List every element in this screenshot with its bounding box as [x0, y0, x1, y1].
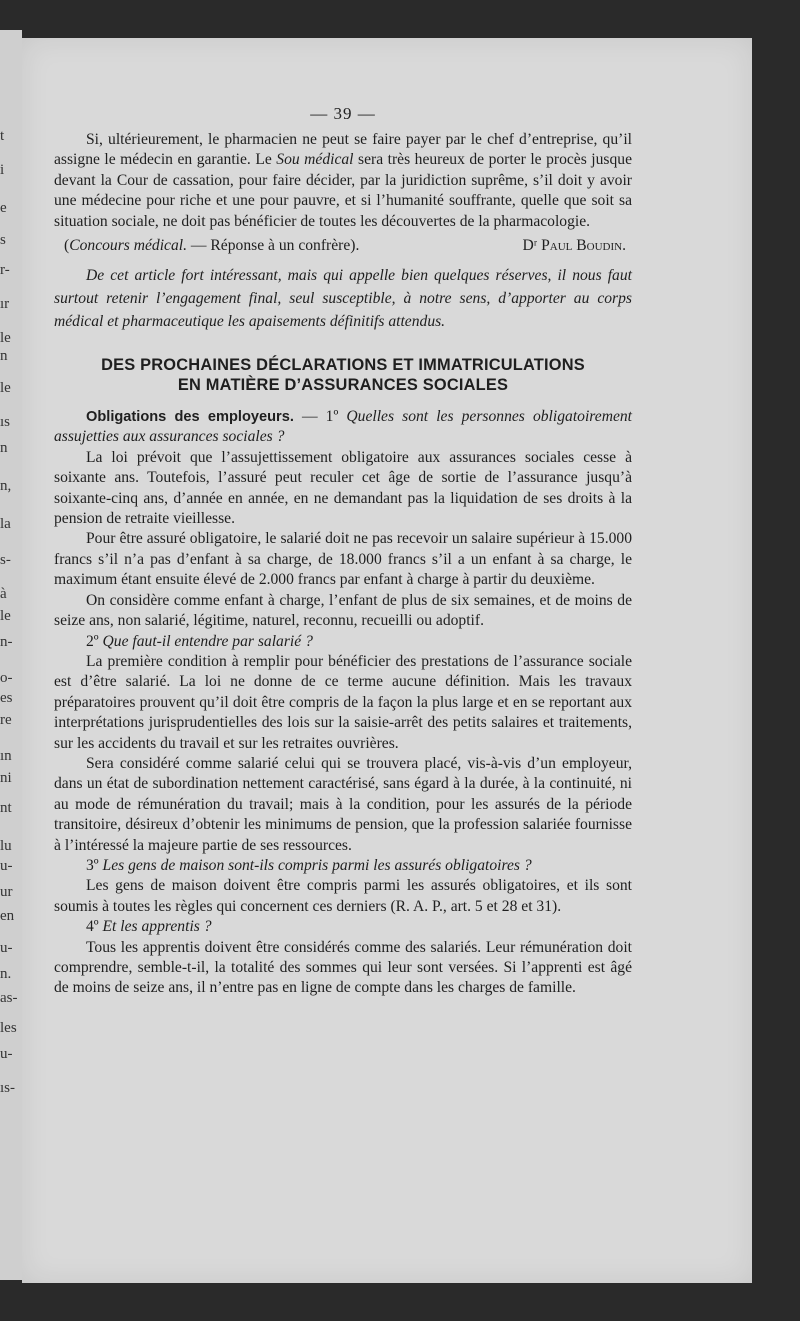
prev-page-fragment: n [0, 348, 8, 364]
prev-page-fragment: u- [0, 1046, 13, 1062]
body-paragraph: Les gens de maison doivent être compris parmi les assurés obligatoires, et ils sont soumis à toutes les règles qui concernent ces derniers (R. A. P., art. 5 et 28 et 31). [54, 877, 632, 915]
body-paragraph: Tous les apprentis doivent être considérés comme des salariés. Leur rémunération doit comprendre, semble-t-il, la totalité des sommes qui leur sont versées. Si l’apprenti est âgé de moins de seize ans, il n’entre pas en ligne de compte dans les charges de famille. [54, 938, 632, 997]
prev-page-fragment: le [0, 380, 11, 396]
prev-page-fragment: u- [0, 940, 13, 956]
page-number: — 39 — [310, 104, 376, 123]
prev-page-fragment: es [0, 690, 13, 706]
body-paragraph: Sera considéré comme salarié celui qui se trouvera placé, vis-à-vis d’un employeur, dans un état de subordination nettement caractérisé, sans égard à la durée, à la continuité, ni au mode de rémunération du travail; mais à la condition, pour les assurés de la période transitoire, désireux d’obtenir les minimums de pension, que la profession salariée fournisse à l’intéressé la majeure partie de ses ressources. [54, 754, 632, 854]
prev-page-fragment: ın [0, 748, 12, 764]
prev-page-fragment: à [0, 586, 7, 602]
prev-page-fragment: le [0, 330, 11, 346]
paragraph-group-4 [54, 938, 632, 999]
prev-page-fragment: t [0, 128, 5, 144]
prev-page-fragment: u- [0, 858, 13, 874]
question-4: 4º Et les apprentis ? [86, 918, 212, 936]
prev-page-fragment: lu [0, 838, 12, 854]
body-paragraph: La loi prévoit que l’assujettissement obligatoire aux assurances sociales cesse à soixante ans. Toutefois, l’assuré peut reculer cet âge de sortie de l’assurance jusqu’à soixante-cinq ans, d’année en année, en ne demandant pas la liquidation de ses droits à la pension de retraite vieillesse. [54, 448, 632, 528]
prev-page-fragment: re [0, 712, 12, 728]
prev-page-fragment: o- [0, 670, 13, 686]
prev-page-fragment: la [0, 516, 11, 532]
body-paragraph: La première condition à remplir pour bénéficier des prestations de l’assurance sociale est d’être salarié. La loi ne donne de ce terme aucune définition. Mais les travaux préparatoires prouvent qu’il doit être compris de la façon la plus large et en se reportant aux interprétations jurisprudentielles des lois sur la saisie-arrêt des petits salaires et traitements, sur les accidents du travail et sur les retraites ouvrières. [54, 652, 632, 752]
prev-page-fragment: s- [0, 552, 11, 568]
paragraph-group-1 [54, 448, 632, 632]
obligations-question: Obligations des employeurs. — 1º Quelles sont les personnes obligatoirement assujetties aux assurances sociales ? [54, 408, 633, 446]
prev-page-fragment: as- [0, 990, 18, 1006]
prev-page-fragment: n [0, 440, 8, 456]
prev-page-fragment: s [0, 232, 6, 248]
citation-line [54, 234, 632, 258]
body-paragraph: On considère comme enfant à charge, l’enfant de plus de six semaines, et de moins de seize ans, non salarié, légitime, naturel, reconnu, recueilli ou adoptif. [54, 591, 632, 630]
prev-page-fragment: r- [0, 262, 10, 278]
editorial-comment: De cet article fort intéressant, mais qui appelle bien quelques réserves, il nous faut surtout retenir l’engagement final, seul susceptible, à notre sens, d’apporter au corps médical et pharmaceutique les apaisements définitifs attendus. [54, 267, 632, 331]
page-content [54, 104, 632, 999]
book-page [22, 38, 752, 1283]
prev-page-fragment: ıs [0, 414, 11, 430]
section-heading: DES PROCHAINES DÉCLARATIONS ET IMMATRICULATIONS EN MATIÈRE D’ASSURANCES SOCIALES [101, 356, 585, 395]
question-2: 2º Que faut-il entendre par salarié ? [86, 632, 313, 650]
prev-page-fragment: ni [0, 770, 12, 786]
paragraph-group-2 [54, 652, 632, 856]
prev-page-fragment: ıs- [0, 1080, 15, 1096]
prev-page-fragment: ur [0, 884, 13, 900]
prev-page-fragment: les [0, 1020, 17, 1036]
intro-paragraph: Si, ultérieurement, le pharmacien ne peut se faire payer par le chef d’entreprise, qu’il assigne le médecin en garantie. Le Sou médical sera très heureux de porter le procès jusque devant la Cour de cassation, pour faire décider, par la juridiction suprême, s’il doit y avoir une médecine pour riche et une pour pauvre, et si l’humanité souffrante, quelle que soit sa situation sociale, ne doit pas bénéficier de toutes les découvertes de la pharmacologie. [54, 131, 632, 230]
prev-page-fragment: n. [0, 966, 12, 982]
prev-page-fragment: ır [0, 296, 10, 312]
author-signature: Dʳ Paul Boudin. [522, 237, 626, 255]
journal-name: Sou médical [276, 151, 354, 169]
prev-page-fragment: n, [0, 478, 12, 494]
prev-page-fragment: en [0, 908, 15, 924]
prev-page-fragment: i [0, 162, 5, 178]
source-citation: (Concours médical. — Réponse à un confrère). [64, 237, 360, 255]
prev-page-fragment: le [0, 608, 11, 624]
prev-page-fragment: e [0, 200, 7, 216]
body-paragraph: Pour être assuré obligatoire, le salarié doit ne pas recevoir un salaire supérieur à 15.000 francs s’il n’a pas d’enfant à sa charge, de 18.000 francs s’il a un enfant à sa charge, le maximum étant ensuite élevé de 2.000 francs par enfant à charge à partir du deuxième. [54, 530, 632, 589]
question-3: 3º Les gens de maison sont-ils compris parmi les assurés obligatoires ? [86, 856, 532, 874]
paragraph-group-3 [54, 876, 632, 917]
previous-page-edge [0, 30, 22, 1280]
prev-page-fragment: n- [0, 634, 13, 650]
prev-page-fragment: nt [0, 800, 12, 816]
